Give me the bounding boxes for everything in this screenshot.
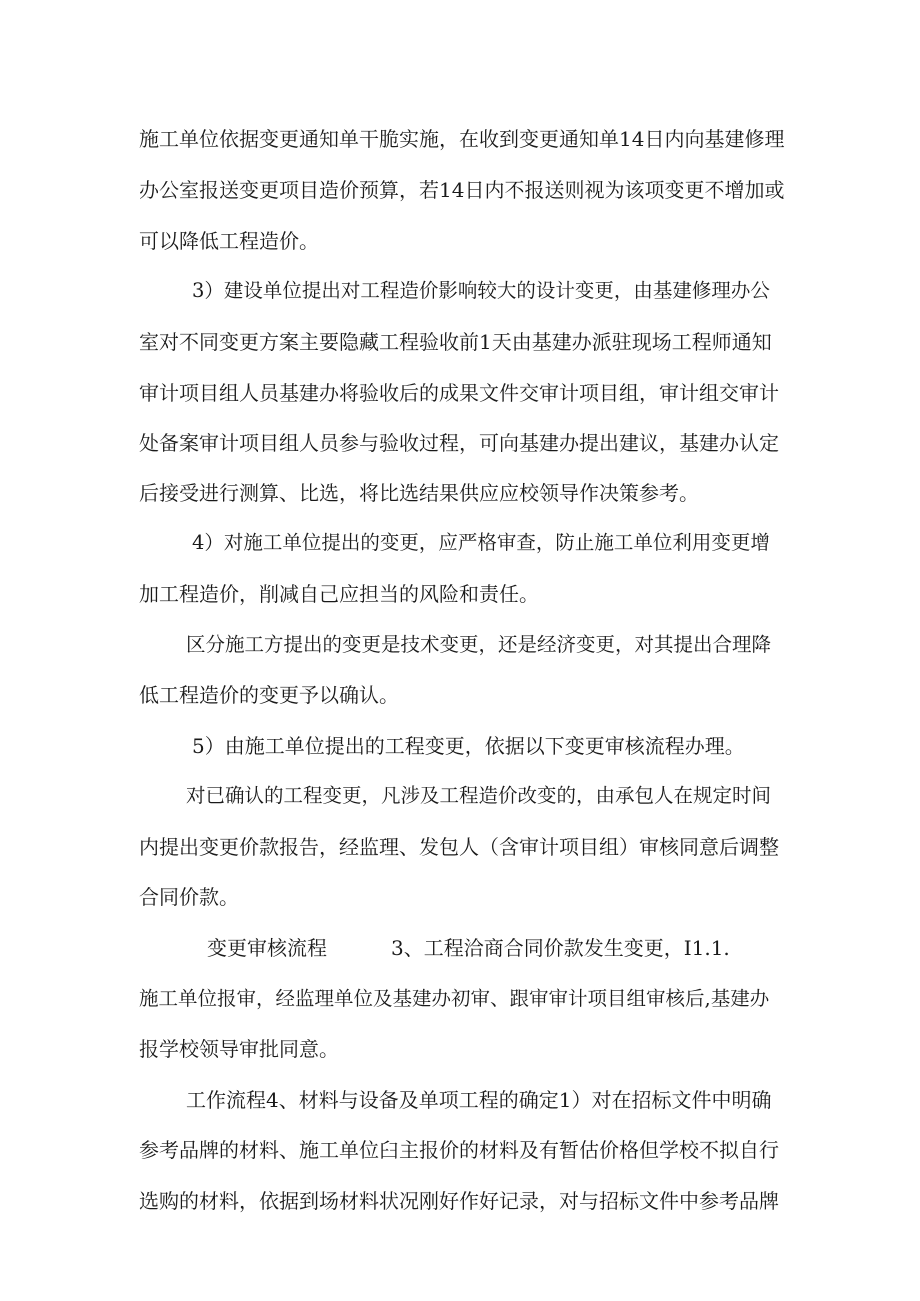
paragraph-8-line-2: 参考品牌的材料、施工单位臼主报价的材料及有暂估价格但学校不拟自行	[139, 1138, 779, 1162]
paragraph-5-line-1: 5）由施工单位提出的工程变更，依据以下变更审核流程办理。	[192, 734, 745, 758]
flow-heading-right: 3、工程洽商合同价款发生变更，I1.1.	[391, 936, 730, 960]
paragraph-8-line-3: 选购的材料，依据到场材料状况刚好作好记录，对与招标文件中参考品牌	[139, 1189, 779, 1213]
paragraph-6-line-1: 对已确认的工程变更，凡涉及工程造价改变的，由承包人在规定时间	[186, 784, 772, 807]
paragraph-2-line-5: 后接受进行测算、比选，将比选结果供应应校领导作决策参考。	[139, 481, 699, 505]
paragraph-3-line-2: 加工程造价，削减自己应担当的风险和责任。	[139, 582, 539, 606]
paragraph-1-line-3: 可以降低工程造价。	[139, 229, 319, 253]
paragraph-2-line-3: 审计项目组人员基建办将验收后的成果文件交审计项目组，审计组交审计	[139, 381, 779, 405]
flow-heading-line	[207, 936, 730, 960]
paragraph-2-line-2: 室对不同变更方案主要隐藏工程验收前1天由基建办派驻现场工程师通知	[139, 330, 772, 354]
paragraph-2-line-1: 3）建设单位提出对工程造价影响较大的设计变更，由基建修理办公	[192, 279, 770, 302]
paragraph-6-line-3: 合同价款。	[139, 885, 239, 909]
paragraph-1-line-1: 施工单位依据变更通知单干脆实施，在收到变更通知单14日内向基建修理	[139, 127, 785, 151]
paragraph-7-line-2: 报学校领导审批同意。	[139, 1037, 339, 1061]
paragraph-4-line-2: 低工程造价的变更予以确认。	[139, 683, 399, 707]
paragraph-6-line-2: 内提出变更价款报告，经监理、发包人（含审计项目组）审核同意后调整	[139, 835, 779, 859]
paragraph-8-line-1: 工作流程4、材料与设备及单项工程的确定1）对在招标文件中明确	[186, 1088, 772, 1112]
paragraph-7-line-1: 施工单位报审，经监理单位及基建办初审、跟审审计项目组审核后,基建办	[139, 987, 770, 1010]
paragraph-3-line-1: 4）对施工单位提出的变更，应严格审查，防止施工单位利用变更增	[192, 531, 770, 554]
paragraph-4-line-1: 区分施工方提出的变更是技术变更，还是经济变更，对其提出合理降	[186, 633, 772, 656]
paragraph-1-line-2: 办公室报送变更项目造价预算，若14日内不报送则视为该项变更不增加或	[139, 178, 785, 202]
paragraph-2-line-4: 处备案审计项目组人员参与验收过程，可向基建办提出建议，基建办认定	[139, 431, 779, 455]
flow-heading-left: 变更审核流程	[207, 936, 327, 960]
